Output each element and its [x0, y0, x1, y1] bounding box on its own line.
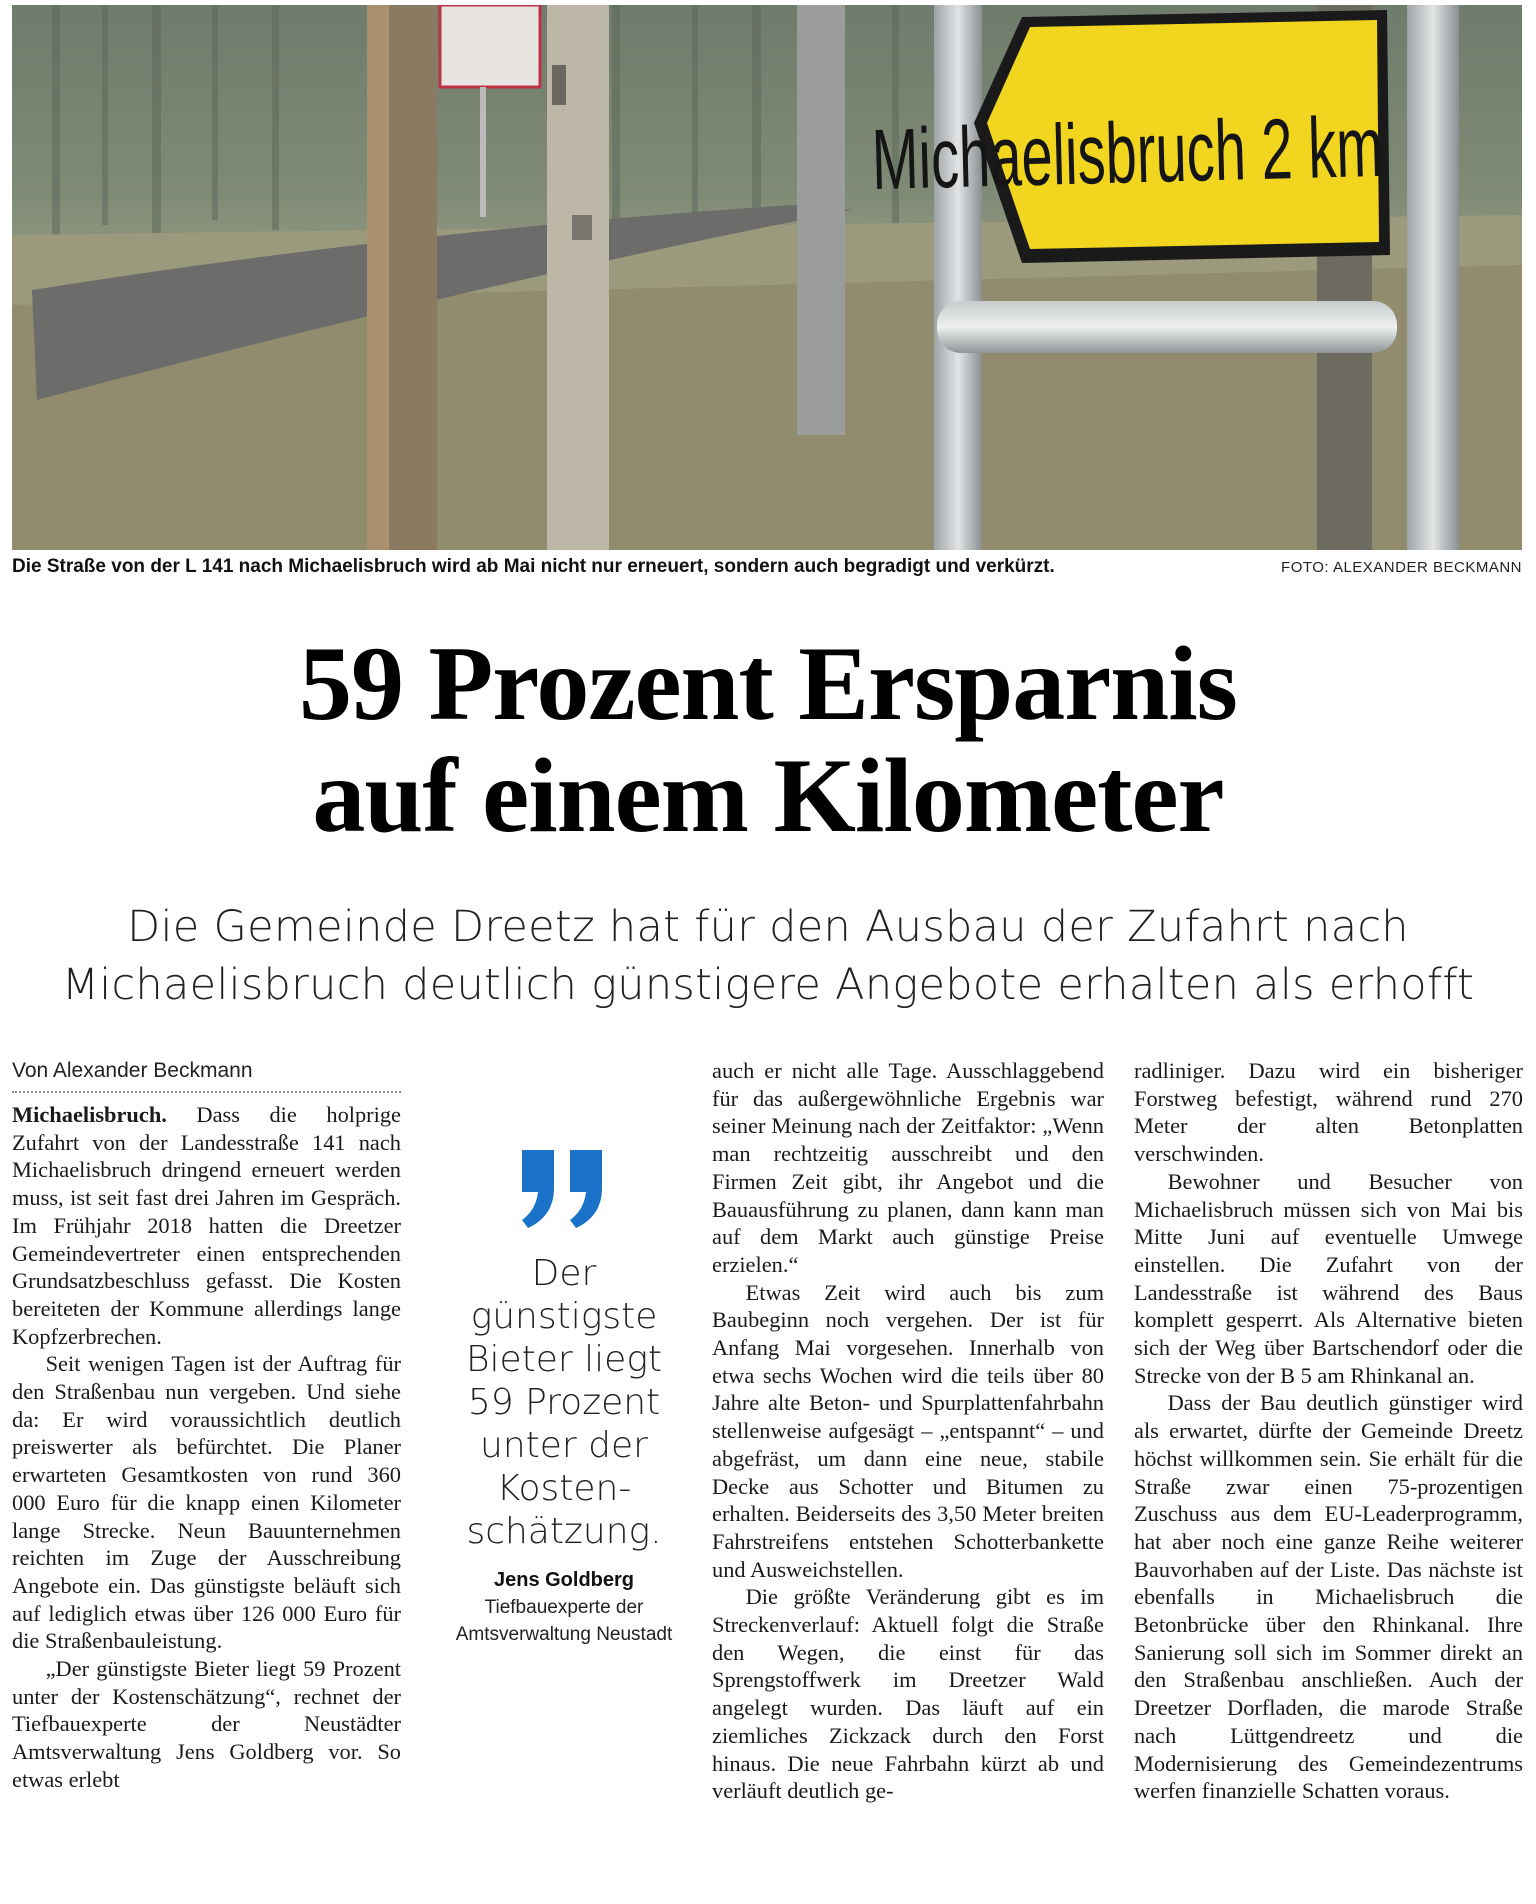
quote-author: Jens Goldberg	[493, 1569, 635, 1591]
paragraph-text: Dass die holprige Zufahrt von der Landesstraße 141 nach Michaelisbruch dringend erneuert werden muss, ist seit fast drei Jahren im Gespräch. Im Frühjahr 2018 hatten die Dreetzer Gemeindevertreter einen entsprechenden Grundsatzbeschluss gefasst. Die Kosten bereiteten der Kommune allerdings lange Kopfzerbrechen.	[12, 1102, 401, 1349]
paragraph: „Der günstigste Bieter liegt 59 Prozent unter der Kostenschätzung“, rechnet der Tiefbauexperte der Neustädter Amtsverwaltung Jens Goldberg vor. So etwas erlebt	[12, 1656, 401, 1792]
article-column-4	[1134, 1057, 1523, 1805]
pull-quote	[446, 1150, 682, 1648]
byline: Von Alexander Beckmann	[12, 1057, 401, 1093]
sign-text: Michaelisbruch 2 km	[870, 98, 1385, 209]
photo-credit: FOTO: ALEXANDER BECKMANN	[1281, 559, 1522, 576]
forest-road-sign-illustration	[12, 5, 1522, 550]
quotation-marks-icon	[518, 1150, 610, 1228]
subheadline	[0, 898, 1536, 1014]
paragraph: Die größte Veränderung gibt es im Streckenverlauf: Aktuell folgt die Straße den Wegen, die einst für das Sprengstoffwerk im Dreetzer Wald angelegt wurden. Das läuft auf ein ziemliches Zickzack durch den Forst hinaus. Die neue Fahrbahn kürzt ab und verläuft deutlich ge-	[712, 1584, 1104, 1804]
headline-line-1: 59 Prozent Ersparnis	[299, 625, 1237, 742]
quote-text: Der günstigste Bieter liegt 59 Prozent unter der Kostenschätzung.	[465, 1253, 663, 1552]
quote-author-role: Tiefbauexperte der Amtsverwaltung Neustadt	[455, 1597, 673, 1645]
photo-caption-row	[12, 556, 1522, 584]
paragraph: radliniger. Dazu wird ein bisheriger Forstweg befestigt, während rund 270 Meter der alten Betonplatten verschwinden.	[1134, 1058, 1523, 1167]
subheadline-line-2: Michaelisbruch deutlich günstigere Angebote erhalten als erhofft	[61, 960, 1475, 1010]
paragraph: Seit wenigen Tagen ist der Auftrag für den Straßenbau nun vergeben. Und siehe da: Er wird voraussichtlich deutlich preiswerter als befürchtet. Die Planer erwarteten Gesamtkosten von rund 360 000 Euro für die knapp einen Kilometer lange Strecke. Neun Bauunternehmen reichten im Zuge der Ausschreibung Angebote ein. Das günstigste beläuft sich auf lediglich etwas über 126 000 Euro für die Straßenbauleistung.	[12, 1351, 401, 1654]
paragraph: Bewohner und Besucher von Michaelisbruch müssen sich von Mai bis Mitte Juni auf eventuelle Umwege einstellen. Die Zufahrt von der Landesstraße ist während des Baus komplett gesperrt. Als Alternative bieten sich der Weg über Bartschendorf oder die Strecke von der B 5 am Rhinkanal an.	[1134, 1168, 1523, 1388]
paragraph	[12, 1101, 401, 1350]
article-photo	[12, 5, 1522, 550]
photo-caption: Die Straße von der L 141 nach Michaelisbruch wird ab Mai nicht nur erneuert, sondern auch begradigt und verkürzt.	[12, 556, 1055, 577]
headline	[0, 625, 1536, 854]
paragraph: Etwas Zeit wird auch bis zum Baubeginn noch vergehen. Der ist für Anfang Mai vorgesehen. Innerhalb von etwa sechs Wochen wird die teils über 80 Jahre alte Beton- und Spurplattenfahrbahn stellenweise aufgesägt – „entspannt“ – und abgefräst, um dann eine neue, stabile Decke aus Schotter und Bitumen zu erhalten. Beiderseits des 3,50 Meter breiten Fahrstreifens entstehen Schotterbankette und Ausweichstellen.	[712, 1279, 1104, 1582]
headline-line-2: auf einem Kilometer	[312, 737, 1224, 854]
article-column-3	[712, 1057, 1104, 1805]
subheadline-line-1: Die Gemeinde Dreetz hat für den Ausbau der Zufahrt nach	[127, 902, 1409, 952]
paragraph: Dass der Bau deutlich günstiger wird als erwartet, dürfte der Gemeinde Dreetz höchst willkommen sein. Sie erhält für die Straße zwar einen 75-prozentigen Zuschuss aus dem EU-Leaderprogramm, hat aber noch eine ganze Reihe weiterer Bauvorhaben auf der Liste. Das nächste ist ebenfalls in Michaelisbruch die Betonbrücke über den Rhinkanal. Ihre Sanierung soll sich im Sommer direkt an den Straßenbau anschließen. Auch der Dreetzer Dorfladen, die marode Straße nach Lüttgendreetz und die Modernisierung des Gemeindezentrums werfen finanzielle Schatten voraus.	[1134, 1390, 1523, 1804]
article-column-1	[12, 1057, 401, 1794]
dateline: Michaelisbruch.	[12, 1102, 167, 1127]
paragraph: auch er nicht alle Tage. Ausschlaggebend für das außergewöhnliche Ergebnis war seiner Meinung nach der Zeitfaktor: „Wenn man rechtzeitig ausschreibt und den Firmen Zeit gibt, ihr Angebot und die Bauausführung zu planen, dann kann man auf dem Markt auch günstige Preise erzielen.“	[712, 1058, 1104, 1277]
